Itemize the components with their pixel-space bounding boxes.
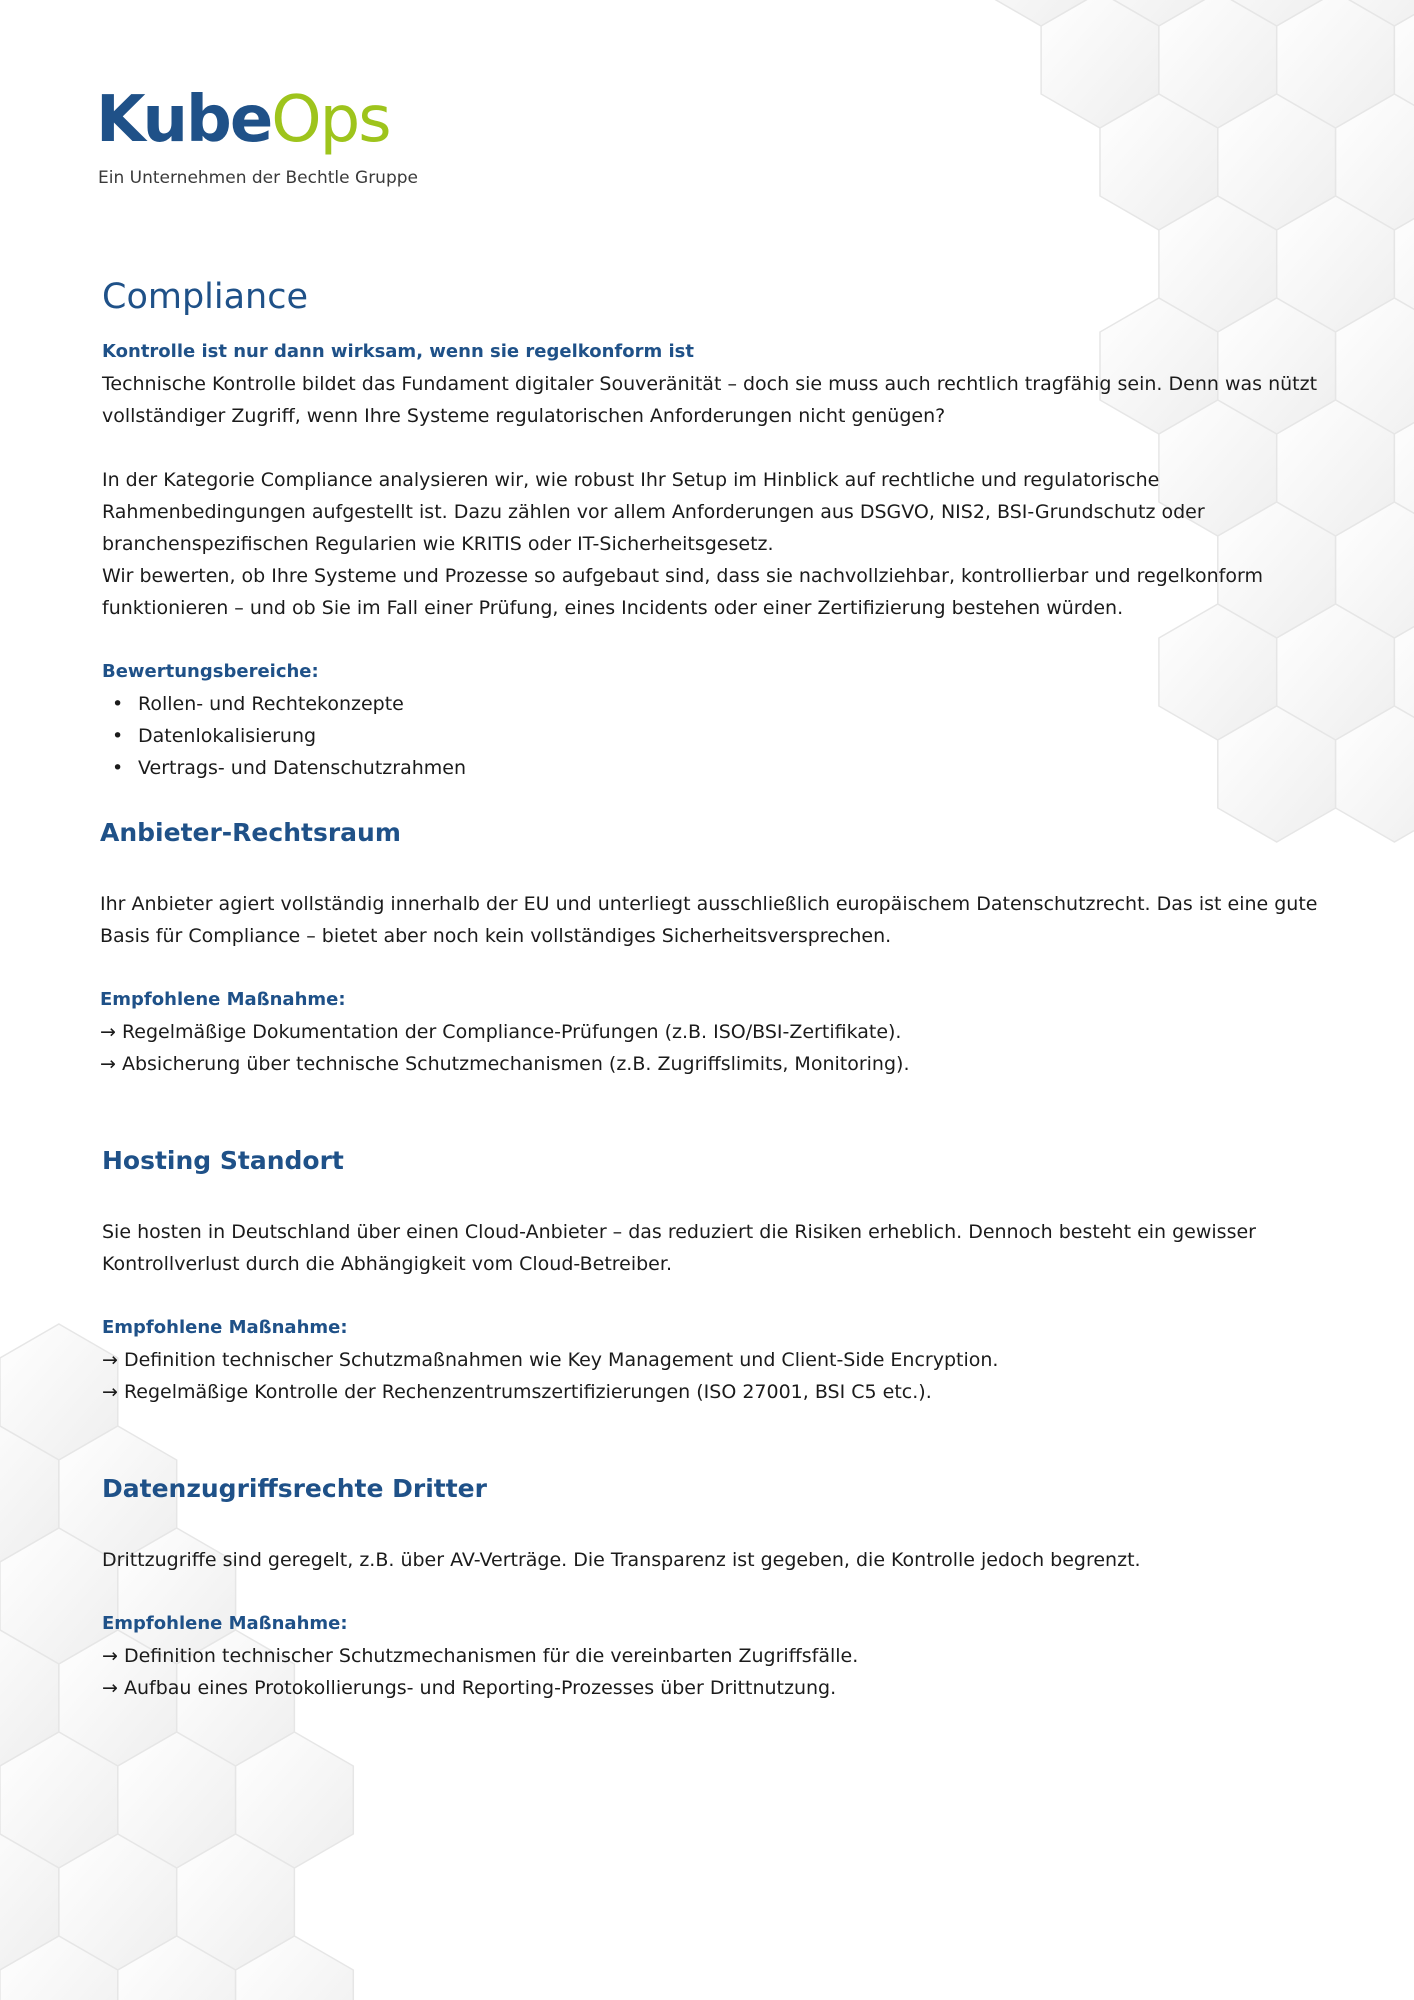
logo-kube-text: Kube bbox=[96, 83, 272, 157]
text-line: Sie hosten in Deutschland über einen Cloud-Anbieter – das reduziert die Risiken erheblich. Dennoch besteht ein gewisser bbox=[102, 1221, 1256, 1243]
measure-item: → Regelmäßige Dokumentation der Compliance-Prüfungen (z.B. ISO/BSI-Zertifikate). bbox=[100, 1021, 902, 1043]
text-line: branchenspezifischen Regularien wie KRITIS oder IT-Sicherheitsgesetz. bbox=[102, 533, 774, 555]
text-line: vollständiger Zugriff, wenn Ihre Systeme regulatorischen Anforderungen nicht genügen? bbox=[102, 405, 946, 427]
measure-label: Empfohlene Maßnahme: bbox=[100, 989, 346, 1010]
list-item: • Vertrags- und Datenschutzrahmen bbox=[102, 752, 1317, 784]
text-line: Basis für Compliance – bietet aber noch kein vollständiges Sicherheitsversprechen. bbox=[100, 925, 892, 947]
intro-paragraph-1 bbox=[102, 368, 1317, 432]
text-line: Kontrollverlust durch die Abhängigkeit vom Cloud-Betreiber. bbox=[102, 1253, 672, 1275]
section-datenzugriffsrechte bbox=[102, 1544, 1141, 1704]
page-title: Compliance bbox=[102, 277, 309, 318]
areas-label: Bewertungsbereiche: bbox=[102, 661, 319, 682]
section-hosting-standort bbox=[102, 1216, 1256, 1408]
text-line: Technische Kontrolle bildet das Fundament digitaler Souveränität – doch sie muss auch rechtlich tragfähig sein. Denn was nützt bbox=[102, 373, 1318, 395]
text-line: In der Kategorie Compliance analysieren wir, wie robust Ihr Setup im Hinblick auf rechtliche und regulatorische bbox=[102, 469, 1160, 491]
text-line: Drittzugriffe sind geregelt, z.B. über AV-Verträge. Die Transparenz ist gegeben, die Kontrolle jedoch begrenzt. bbox=[102, 1549, 1141, 1571]
areas-list bbox=[102, 688, 1317, 784]
measure-item: → Absicherung über technische Schutzmechanismen (z.B. Zugriffslimits, Monitoring). bbox=[100, 1053, 910, 1075]
logo-ops-text: Ops bbox=[271, 83, 390, 157]
measure-item: → Definition technischer Schutzmaßnahmen wie Key Management und Client-Side Encryption. bbox=[102, 1349, 999, 1371]
measure-label: Empfohlene Maßnahme: bbox=[102, 1317, 348, 1338]
text-line: Ihr Anbieter agiert vollständig innerhalb der EU und unterliegt ausschließlich europäischem Datenschutzrecht. Das ist eine gute bbox=[100, 893, 1318, 915]
section-heading-anbieter-rechtsraum: Anbieter-Rechtsraum bbox=[100, 818, 401, 847]
text-line: funktionieren – und ob Sie im Fall einer Prüfung, eines Incidents oder einer Zertifizierung bestehen würden. bbox=[102, 597, 1124, 619]
section-anbieter-rechtsraum bbox=[100, 888, 1317, 1080]
measure-item: → Regelmäßige Kontrolle der Rechenzentrumszertifizierungen (ISO 27001, BSI C5 etc.). bbox=[102, 1381, 932, 1403]
text-line: Wir bewerten, ob Ihre Systeme und Prozesse so aufgebaut sind, dass sie nachvollziehbar, kontrollierbar und regelkonform bbox=[102, 565, 1263, 587]
intro-paragraph-2 bbox=[102, 464, 1317, 624]
logo-wordmark bbox=[96, 80, 390, 160]
section-heading-hosting-standort: Hosting Standort bbox=[102, 1146, 344, 1175]
section-heading-datenzugriffsrechte: Datenzugriffsrechte Dritter bbox=[102, 1474, 487, 1503]
list-item: • Rollen- und Rechtekonzepte bbox=[102, 688, 1317, 720]
list-item: • Datenlokalisierung bbox=[102, 720, 1317, 752]
text-line: Rahmenbedingungen aufgestellt ist. Dazu zählen vor allem Anforderungen aus DSGVO, NIS2, BSI-Grundschutz oder bbox=[102, 501, 1205, 523]
intro-lead: Kontrolle ist nur dann wirksam, wenn sie regelkonform ist bbox=[102, 341, 694, 362]
measure-item: → Aufbau eines Protokollierungs- und Reporting-Prozesses über Drittnutzung. bbox=[102, 1677, 837, 1699]
measure-item: → Definition technischer Schutzmechanismen für die vereinbarten Zugriffsfälle. bbox=[102, 1645, 859, 1667]
measure-label: Empfohlene Maßnahme: bbox=[102, 1613, 348, 1634]
kubeops-logo bbox=[96, 80, 416, 195]
intro-section bbox=[102, 336, 1317, 784]
logo-subtitle: Ein Unternehmen der Bechtle Gruppe bbox=[98, 168, 418, 188]
